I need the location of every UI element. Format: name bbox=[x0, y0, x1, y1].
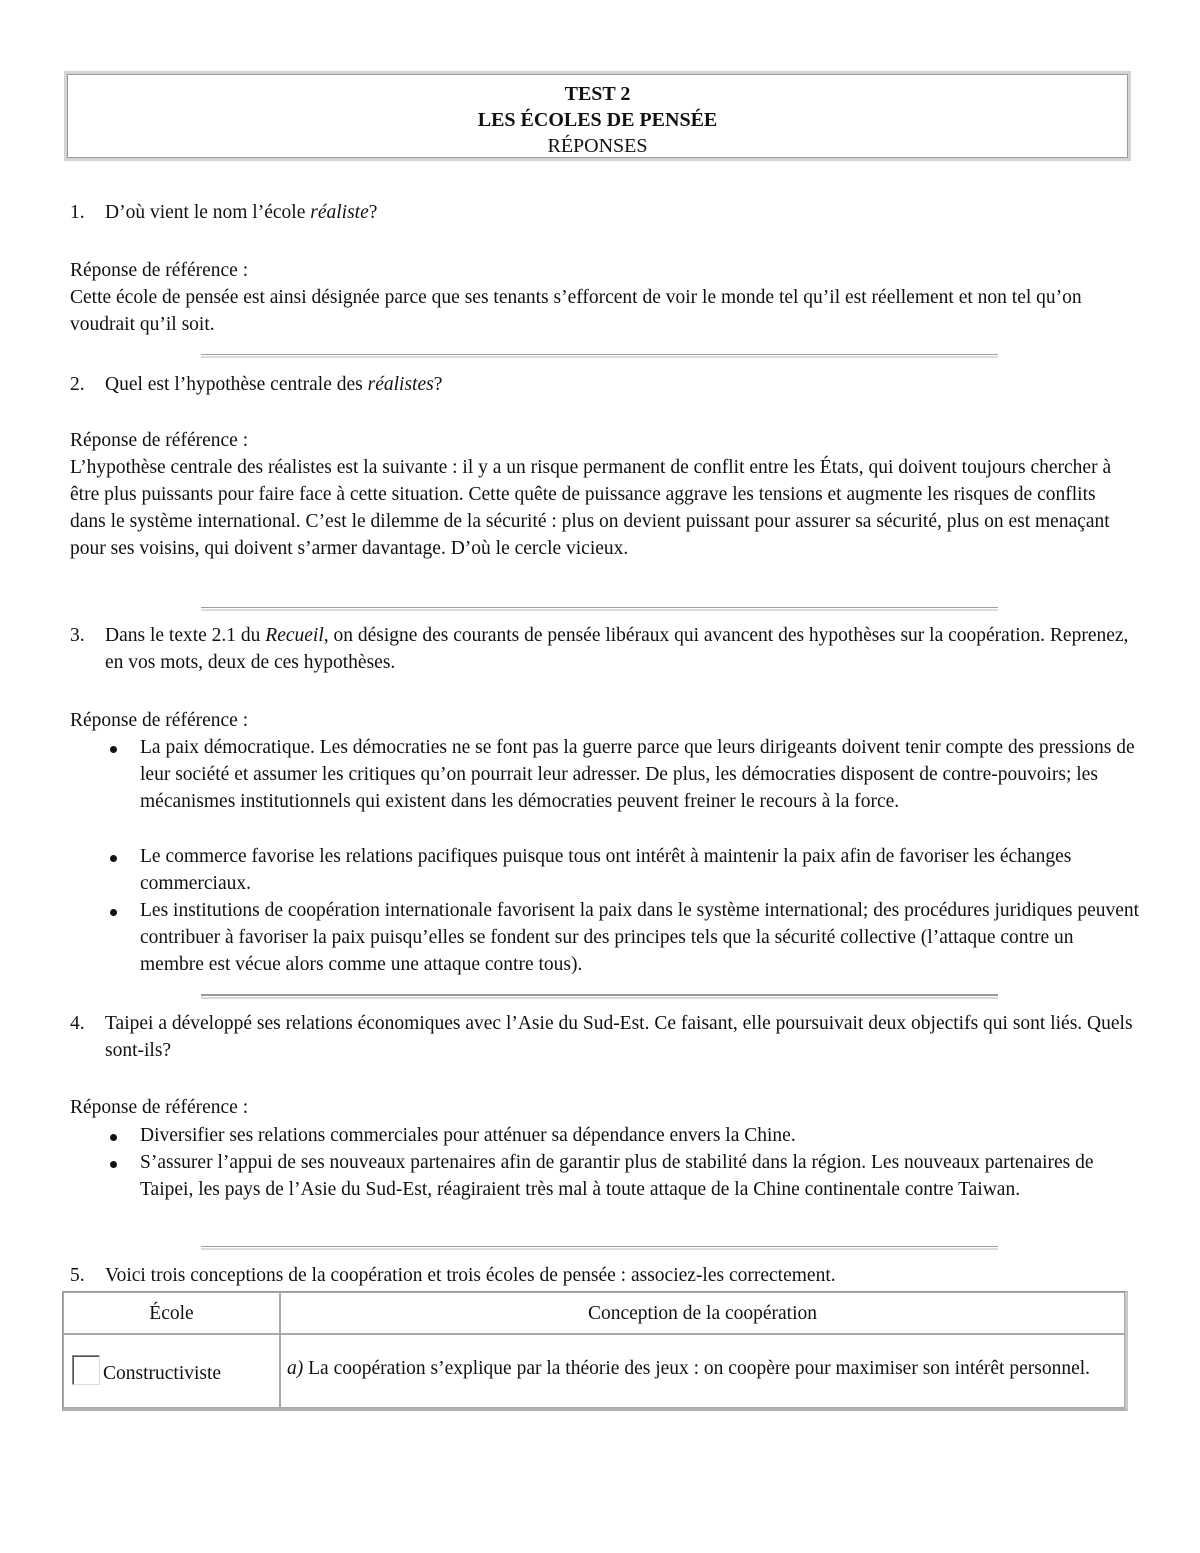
bullet-icon bbox=[110, 855, 117, 862]
test-title: TEST 2 bbox=[564, 83, 631, 105]
question-text: Quel est l’hypothèse centrale des réalistes? bbox=[105, 374, 443, 395]
answer-1: Cette école de pensée est ainsi désignée parce que ses tenants s’efforcent de voir le monde tel qu’il est réellement et non tel qu’on voudrait qu’il soit. bbox=[70, 287, 1082, 335]
school-name: Constructiviste bbox=[103, 1363, 222, 1384]
response-label: Réponse de référence : bbox=[70, 710, 249, 731]
school-cell bbox=[63, 1334, 280, 1408]
response-label: Réponse de référence : bbox=[70, 1097, 249, 1118]
question-text: Taipei a développé ses relations économiques avec l’Asie du Sud-Est. Ce faisant, elle poursuivait deux objectifs qui sont liés. Quels sont-ils? bbox=[105, 1013, 1133, 1061]
table-header-row bbox=[63, 1292, 1125, 1334]
document-page: TEST 2 LES ÉCOLES DE PENSÉE RÉPONSES 1. D’où vient le nom l’école réaliste? Réponse de référence : Cette école de pensée est ainsi désignée parce que ses tenants s’efforcent de voir le monde tel qu’il est réellement et non tel qu’on voudrait qu’il soit. 2. Quel est l’hypothèse centrale des réalistes? Réponse de référence : L’hypothèse centrale des réalistes est la suivante : il y a un risque permanent de conflit entre les États, qui doivent toujours chercher à être plus puissants pour faire face à cette situation. Cette quête de puissance aggrave les tensions et augmente les risques de conflits dans le système international. C’est le dilemme de la sécurité : plus on devient puissant pour assurer sa sécurité, plus on est menaçant pour ses voisins, qui doivent s’armer davantage. D’où le cercle vicieux. 3. Dans le texte 2.1 du Recueil, on désigne des courants de pensée libéraux qui avancent des hypothèses sur la coopération. Reprenez, en vos mots, deux de ces hypothèses. Réponse de référence : La paix démocratique. Les démocraties ne se font pas la guerre parce que leurs dirigeants doivent tenir compte des pressions de leur société et assumer les critiques qu’on pourrait leur adresser. De plus, les démocraties disposent de contre-pouvoirs; les mécanismes institutionnels qui existent dans les démocraties peuvent freiner le recours à la force. Le commerce favorise les relations pacifiques puisque tous ont intérêt à maintenir la paix afin de favoriser les échanges commerciaux. Les institutions de coopération internationale favorisent la paix dans le système international; des procédures juridiques peuvent contribuer à favoriser la paix puisqu’elles se fondent sur des principes tels que la sécurité collective (l’attaque contre un membre est vécue alors comme une attaque contre tous). 4. Taipei a développé ses relations économiques avec l’Asie du Sud-Est. Ce faisant, elle poursuivait deux objectifs qui sont liés. Quels sont-ils? Réponse de référence : Diversifier ses relations commerciales pour atténuer sa dépendance envers la Chine. S’assurer l’appui de ses nouveaux partenaires afin de garantir plus de stabilité dans la région. Les nouveaux partenaires de Taipei, les pays de l’Asie du Sud-Est, réagiraient très mal à toute attaque de la Chine continentale contre Taiwan. 5. Voici trois conceptions de la coopération et trois écoles de pensée : associez-les correctement. École Conception de la coopération Constructiviste a) La coopération s’explique par la théorie des jeux : on coopère pour maximiser son intérêt personnel. bbox=[0, 0, 1200, 1553]
conception-cell bbox=[280, 1334, 1125, 1408]
answer-checkbox[interactable] bbox=[72, 1355, 100, 1385]
conception-letter: a) bbox=[287, 1357, 304, 1379]
bullet-icon bbox=[110, 1161, 117, 1168]
separator bbox=[201, 607, 998, 611]
response-label: Réponse de référence : bbox=[70, 260, 249, 281]
bullet-icon bbox=[110, 909, 117, 916]
separator bbox=[201, 354, 998, 358]
question-number: 3. bbox=[70, 625, 85, 646]
column-header-school: École bbox=[63, 1292, 280, 1334]
question-text: Dans le texte 2.1 du Recueil, on désigne des courants de pensée libéraux qui avancent des hypothèses sur la coopération. Reprenez, en vos mots, deux de ces hypothèses. bbox=[105, 625, 1129, 673]
question-number: 2. bbox=[70, 374, 85, 395]
question-text: Voici trois conceptions de la coopération et trois écoles de pensée : associez-les correctement. bbox=[105, 1265, 836, 1286]
test-answers-label: RÉPONSES bbox=[547, 135, 648, 157]
question-number: 1. bbox=[70, 202, 85, 223]
question-number: 5. bbox=[70, 1265, 85, 1286]
table-row bbox=[63, 1334, 1125, 1408]
column-header-conception: Conception de la coopération bbox=[280, 1292, 1125, 1334]
separator bbox=[201, 1246, 998, 1250]
question-number: 4. bbox=[70, 1013, 85, 1034]
response-label: Réponse de référence : bbox=[70, 430, 249, 451]
separator bbox=[201, 994, 998, 999]
bullet-icon bbox=[110, 1134, 117, 1141]
matching-table bbox=[62, 1291, 1128, 1411]
bullet-icon bbox=[110, 746, 117, 753]
answer-2: L’hypothèse centrale des réalistes est la suivante : il y a un risque permanent de conflit entre les États, qui doivent toujours chercher à être plus puissants pour faire face à cette situation. Cette quête de puissance aggrave les tensions et augmente les risques de conflits dans le système international. C’est le dilemme de la sécurité : plus on devient puissant pour assurer sa sécurité, plus on est menaçant pour ses voisins, qui doivent s’armer davantage. D’où le cercle vicieux. bbox=[70, 457, 1112, 559]
test-subtitle: LES ÉCOLES DE PENSÉE bbox=[477, 109, 718, 131]
title-box bbox=[64, 71, 1131, 161]
question-text: D’où vient le nom l’école réaliste? bbox=[105, 202, 378, 223]
conception-text: La coopération s’explique par la théorie des jeux : on coopère pour maximiser son intérêt personnel. bbox=[303, 1357, 1091, 1379]
